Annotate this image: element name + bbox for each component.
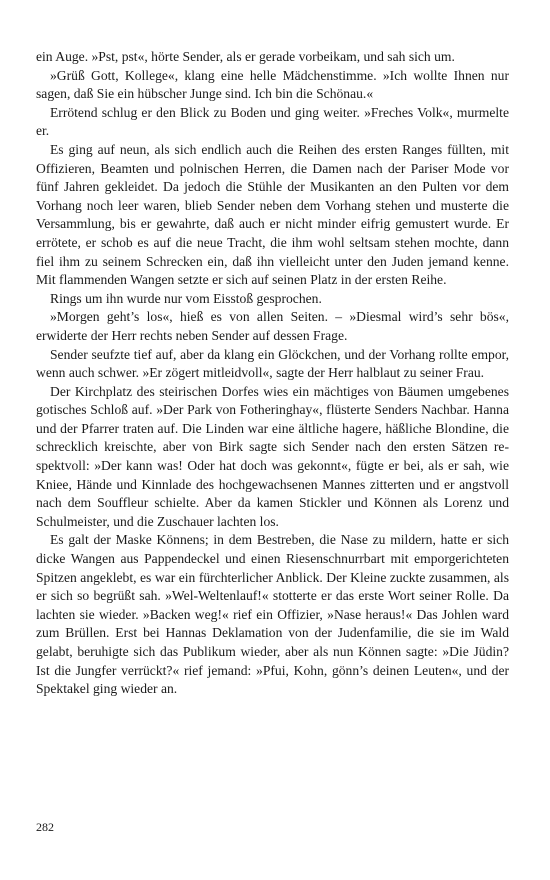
paragraph: ein Auge. »Pst, pst«, hörte Sender, als er gerade vorbeikam, und sah sich um. xyxy=(36,49,455,64)
paragraph: »Morgen geht’s los«, hieß es von allen Seiten. – »Diesmal wird’s sehr bös«, erwiderte der Herr rechts neben Sender auf dessen Frage. xyxy=(36,309,509,343)
paragraph: Der Kirchplatz des steirischen Dorfes wies ein mächtiges von Bäumen umgebenes gotisches Schloß auf. »Der Park von Fotheringhay«, flüsterte Senders Nachbar. Hanna und der Pfarrer traten auf. Die Linden war eine ältliche hagere, häßliche Blondine, die schrecklich kreischte, aber von Birk sagte sich Sender nach den ersten Sätzen respektvoll: »Der kann was! Oder hat doch was gekonnt«, fügte er bei, als er sah, wie Kniee, Hände und Kinnlade des hochgewachsenen Mannes zitterten und er angstvoll nach dem Souffleur schielte. Aber da kamen Stickler und Können als Lorenz und Schulmeister, und die Zuschauer lachten los. xyxy=(36,383,509,529)
page-number: 282 xyxy=(36,820,54,834)
page-body-text xyxy=(36,48,509,699)
paragraph: »Grüß Gott, Kollege«, klang eine helle Mädchenstimme. »Ich wollte Ihnen nur sagen, daß Sie ein hübscher Junge sind. Ich bin die Schönau.« xyxy=(36,67,509,102)
paragraph: Es ging auf neun, als sich endlich auch die Reihen des ersten Ranges füllten, mit Offizieren, Beamten und polnischen Herren, die Damen nach der Pariser Mode vor fünf Jahren gekleidet. Da jedoch die Stühle der Musikanten an den Pulten vor dem Vorhang noch leer waren, blieb Sender neben dem Vorhang stehen und musterte die Versammlung, bis er gewahrte, daß auch er nicht minder eifrig gemustert wurde. Er errötete, er schob es auf die neue Tracht, die ihm wohl seltsam stehen mochte, dann fiel ihm zu seinem Schrecken ein, daß ihn vielleicht unter den Juden jemand kenne. Mit flammenden Wangen setzte er sich auf seinen Platz in der ersten Reihe. xyxy=(36,141,509,288)
paragraph: Sender seufzte tief auf, aber da klang ein Glöckchen, und der Vorhang rollte empor, wenn auch schwer. »Er zögert mitleidvoll«, sagte der Herr halblaut zu seiner Frau. xyxy=(36,346,509,381)
paragraph: Rings um ihn wurde nur vom Eisstoß gesprochen. xyxy=(50,290,322,306)
paragraph: Es galt der Maske Könnens; in dem Bestreben, die Nase zu mildern, hatte er sich dicke Wangen aus Pappendeckel und einen Riesenschnurrbart mit emporgerichteten Spitzen angeklebt, es war ein fürchterlicher Anblick. Der Kleine zuckte zusammen, als er sich so begrüßt sah. »Wel-Weltenlauf!« stotterte er das erste Wort seiner Rolle. Da lachten sie wieder. »Backen weg!« rief ein Offizier, »Nase heraus!« Das Johlen ward zum Brüllen. Erst bei Hannas Deklamation von der Judenfamilie, die sie im Wald gelabt, beruhigte sich das Publikum wieder, aber als nun Können sagte: »Die Jüdin? Ist die Jungfer verrückt?« rief jemand: »Pfui, Kohn, gönn’s deinen Leuten«, und der Spektakel ging wieder an. xyxy=(36,532,509,697)
paragraph: Errötend schlug er den Blick zu Boden und ging weiter. »Freches Volk«, murmelte er. xyxy=(36,104,509,139)
